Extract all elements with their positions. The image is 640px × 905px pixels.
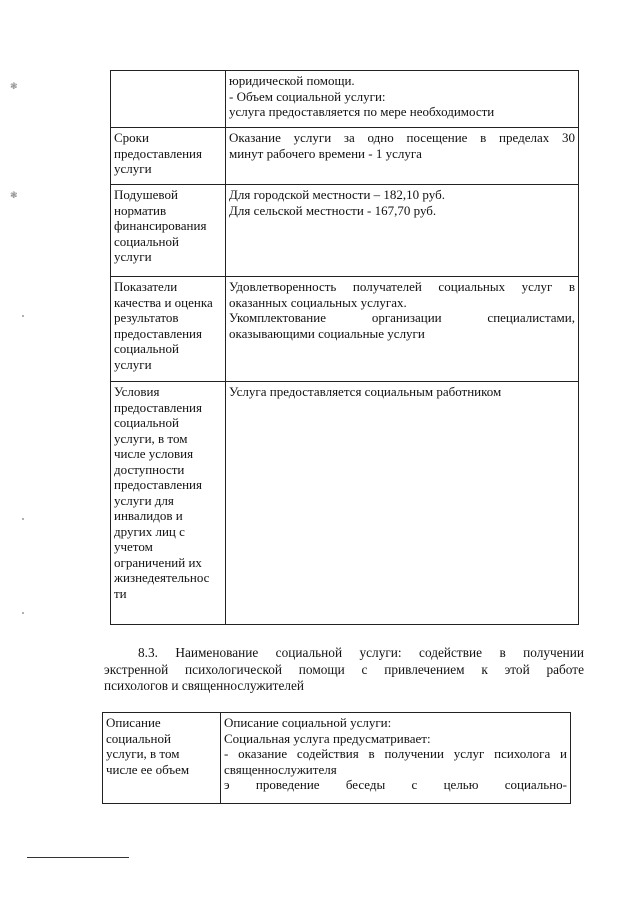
table-row: [111, 185, 579, 277]
label-line: Подушевой: [114, 187, 178, 202]
label-line: жизнедеятельнос: [114, 570, 210, 585]
cell-line: Социальная услуга предусматривает:: [224, 730, 431, 746]
scan-dot: [22, 315, 24, 317]
value-cell: [226, 382, 579, 625]
section-line: экстренной психологической помощи с привлечением к этой работе: [104, 661, 584, 677]
scan-dot: [22, 518, 24, 520]
table-row: [103, 713, 571, 804]
value-cell: [226, 71, 579, 128]
label-line: Условия: [114, 384, 160, 399]
section-line: 8.3. Наименование социальной услуги: содействие в получении: [138, 645, 584, 660]
label-line: предоставления: [114, 399, 202, 415]
label-line: социальной: [114, 341, 179, 356]
label-cell: [111, 71, 226, 128]
scan-artifact-mark: ❃: [10, 81, 18, 91]
label-line: качества и оценка: [114, 294, 213, 310]
cell-line: оказывающими социальные услуги: [229, 325, 425, 341]
label-line: услуги: [114, 249, 152, 264]
section-line: психологов и священнослужителей: [104, 678, 304, 693]
label-line: результатов: [114, 310, 179, 325]
scan-artifact-mark: ❃: [10, 190, 18, 200]
cell-line: минут рабочего времени - 1 услуга: [229, 145, 422, 161]
label-line: услуги, в том: [106, 746, 180, 761]
label-line: предоставления: [114, 477, 202, 492]
cell-line: - оказание содействия в получении услуг психолога и: [224, 746, 567, 761]
cell-line: Описание социальной услуги:: [224, 715, 392, 730]
cell-line: священнослужителя: [224, 761, 337, 777]
label-cell: [111, 128, 226, 185]
label-line: инвалидов и: [114, 508, 183, 523]
cell-line: э проведение беседы с целью социально-: [224, 777, 567, 792]
label-line: ти: [114, 585, 127, 601]
service-table-2: [102, 712, 571, 804]
cell-line: Для сельской местности - 167,70 руб.: [229, 202, 437, 218]
label-line: ограничений их: [114, 554, 202, 570]
label-line: Сроки: [114, 130, 149, 145]
label-line: финансирования: [114, 218, 207, 233]
cell-line: юридической помощи.: [229, 73, 355, 88]
cell-line: Укомплектование организации специалистами,: [229, 310, 575, 325]
label-line: предоставления: [114, 325, 202, 341]
value-cell: [226, 277, 579, 382]
label-cell: [111, 185, 226, 277]
cell-line: Оказание услуги за одно посещение в пределах 30: [229, 130, 575, 145]
table-row: [111, 277, 579, 382]
label-line: доступности: [114, 461, 185, 477]
label-line: Описание: [106, 715, 161, 730]
label-line: социальной: [106, 730, 171, 746]
label-line: других лиц с: [114, 523, 185, 539]
value-cell: [226, 185, 579, 277]
scan-dot: [22, 612, 24, 614]
cell-line: - Объем социальной услуги:: [229, 88, 386, 104]
table-row: [111, 382, 579, 625]
cell-line: Удовлетворенность получателей социальных услуг в: [229, 279, 575, 294]
label-line: социальной: [114, 415, 179, 430]
footnote-rule: [27, 857, 129, 858]
label-line: Показатели: [114, 279, 178, 294]
label-cell: [111, 382, 226, 625]
label-line: услуги: [114, 161, 152, 176]
label-line: социальной: [114, 233, 179, 249]
value-cell: [226, 128, 579, 185]
label-line: предоставления: [114, 145, 202, 161]
section-heading: [104, 645, 584, 695]
label-line: числе ее объем: [106, 761, 190, 777]
label-line: услуги для: [114, 492, 174, 508]
label-cell: [103, 713, 221, 804]
cell-line: оказанных социальных услугах.: [229, 294, 407, 310]
table-row: [111, 71, 579, 128]
label-line: услуги: [114, 356, 152, 372]
cell-line: Услуга предоставляется социальным работником: [229, 384, 502, 399]
table-row: [111, 128, 579, 185]
cell-line: услуга предоставляется по мере необходимости: [229, 104, 495, 119]
service-table-1: [110, 70, 579, 625]
label-line: числе условия: [114, 446, 194, 461]
label-line: учетом: [114, 539, 153, 554]
label-line: норматив: [114, 202, 167, 218]
label-cell: [111, 277, 226, 382]
cell-line: Для городской местности – 182,10 руб.: [229, 187, 445, 202]
value-cell: [221, 713, 571, 804]
label-line: услуги, в том: [114, 430, 188, 446]
